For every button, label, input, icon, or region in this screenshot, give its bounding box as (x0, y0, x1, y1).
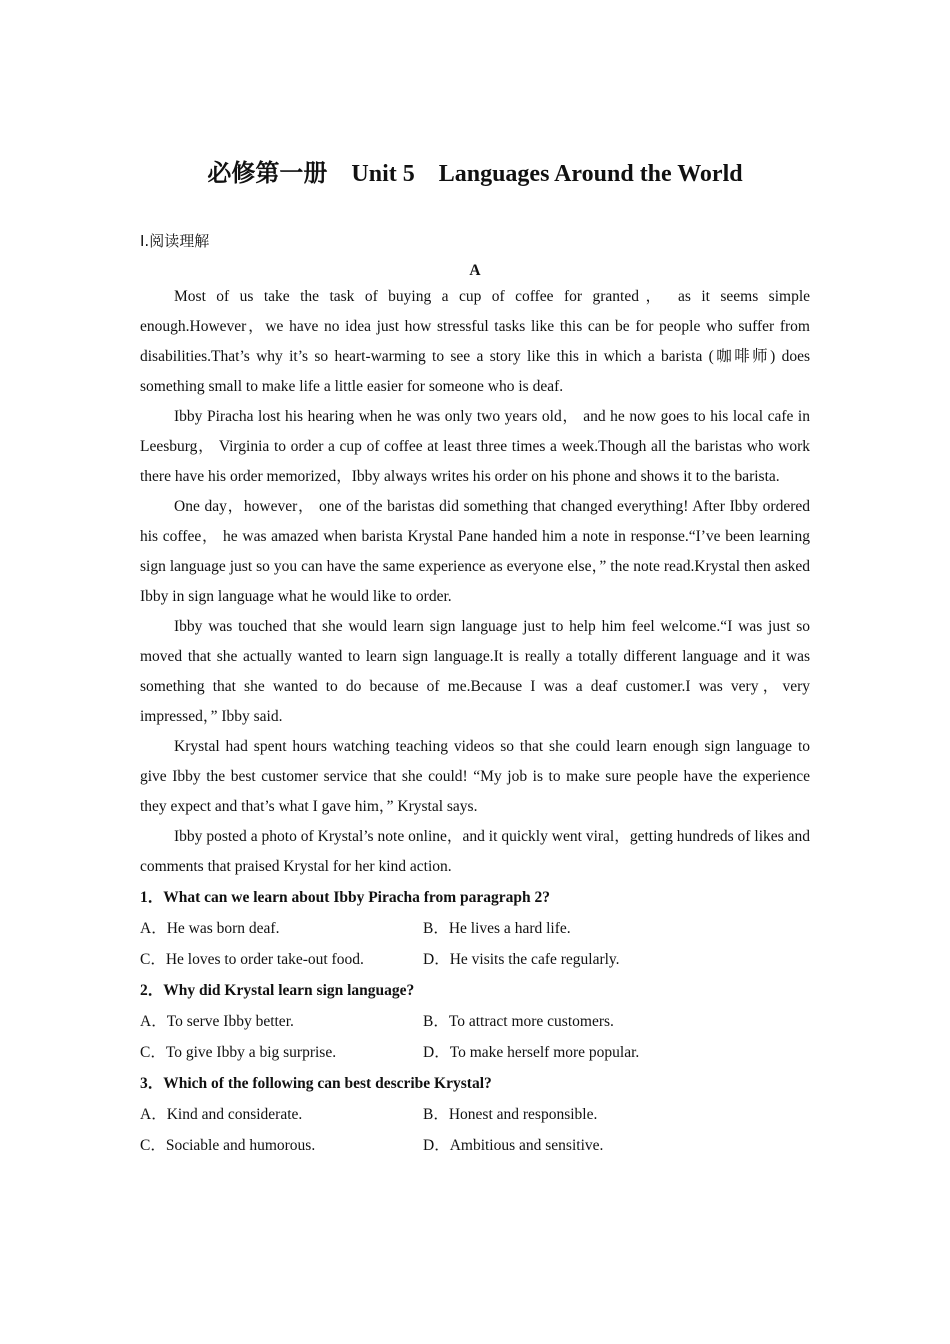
question-2 (140, 976, 810, 1068)
option-a: A．He was born deaf. (140, 920, 280, 937)
paragraph: Ibby posted a photo of Krystal’s note online，and it quickly went viral，getting hundreds of likes and comments that praised Krystal for her kind action. (140, 828, 810, 875)
paragraph: One day，however， one of the baristas did something that changed everything! After Ibby ordered his coffee， he was amazed when barista Krystal Pane handed him a note in response.“I’ve been learning sign language just so you can have the same experience as everyone else，” the note read.Krystal then asked Ibby in sign language what he would like to order. (140, 498, 810, 605)
question-stem: 3．Which of the following can best describe Krystal? (140, 1075, 492, 1092)
option-a: A．To serve Ibby better. (140, 1013, 294, 1030)
option-d: D．Ambitious and sensitive. (423, 1137, 604, 1154)
paragraph: Krystal had spent hours watching teaching videos so that she could learn enough sign language to give Ibby the best customer service that she could! “My job is to make sure people have the experience they expect and that’s what I gave him，” Krystal says. (140, 738, 810, 815)
document-page (140, 150, 810, 1161)
question-stem: 1．What can we learn about Ibby Piracha from paragraph 2? (140, 889, 551, 906)
option-b: B．Honest and responsible. (423, 1106, 598, 1123)
question-3 (140, 1069, 810, 1161)
option-d: D．To make herself more popular. (423, 1044, 640, 1061)
option-b: B．To attract more customers. (423, 1013, 614, 1030)
page-title: 必修第一册 Unit 5 Languages Around the World (207, 161, 743, 187)
option-c: C．To give Ibby a big surprise. (140, 1044, 337, 1061)
question-1 (140, 883, 810, 975)
option-row (140, 1100, 810, 1130)
passage-label: A (469, 262, 481, 279)
option-a: A．Kind and considerate. (140, 1106, 303, 1123)
paragraph: Ibby was touched that she would learn sign language just to help him feel welcome.“I was just so moved that she actually wanted to learn sign language.It is really a totally different language and it was something that she wanted to do because of me.Because I was a deaf customer.I was very，very impressed，” Ibby said. (140, 618, 810, 725)
section-heading: Ⅰ.阅读理解 (140, 232, 210, 250)
passage (140, 282, 810, 882)
option-row (140, 945, 810, 975)
option-d: D．He visits the cafe regularly. (423, 951, 620, 968)
option-row (140, 1038, 810, 1068)
option-row (140, 1131, 810, 1161)
paragraph: Most of us take the task of buying a cup of coffee for granted， as it seems simple enough.However，we have no idea just how stressful tasks like this can be for people who suffer from disabilities.That’s why it’s so heart-warming to see a story like this in which a barista (咖啡师) does something small to make life a little easier for someone who is deaf. (140, 288, 810, 395)
option-c: C．Sociable and humorous. (140, 1137, 316, 1154)
option-b: B．He lives a hard life. (423, 920, 571, 937)
question-stem: 2．Why did Krystal learn sign language? (140, 982, 415, 999)
option-c: C．He loves to order take-out food. (140, 951, 364, 968)
option-row (140, 1007, 810, 1037)
paragraph: Ibby Piracha lost his hearing when he was only two years old， and he now goes to his local cafe in Leesburg， Virginia to order a cup of coffee at least three times a week.Though all the baristas who work there have his order memorized，Ibby always writes his order on his phone and shows it to the barista. (140, 408, 810, 485)
option-row (140, 914, 810, 944)
